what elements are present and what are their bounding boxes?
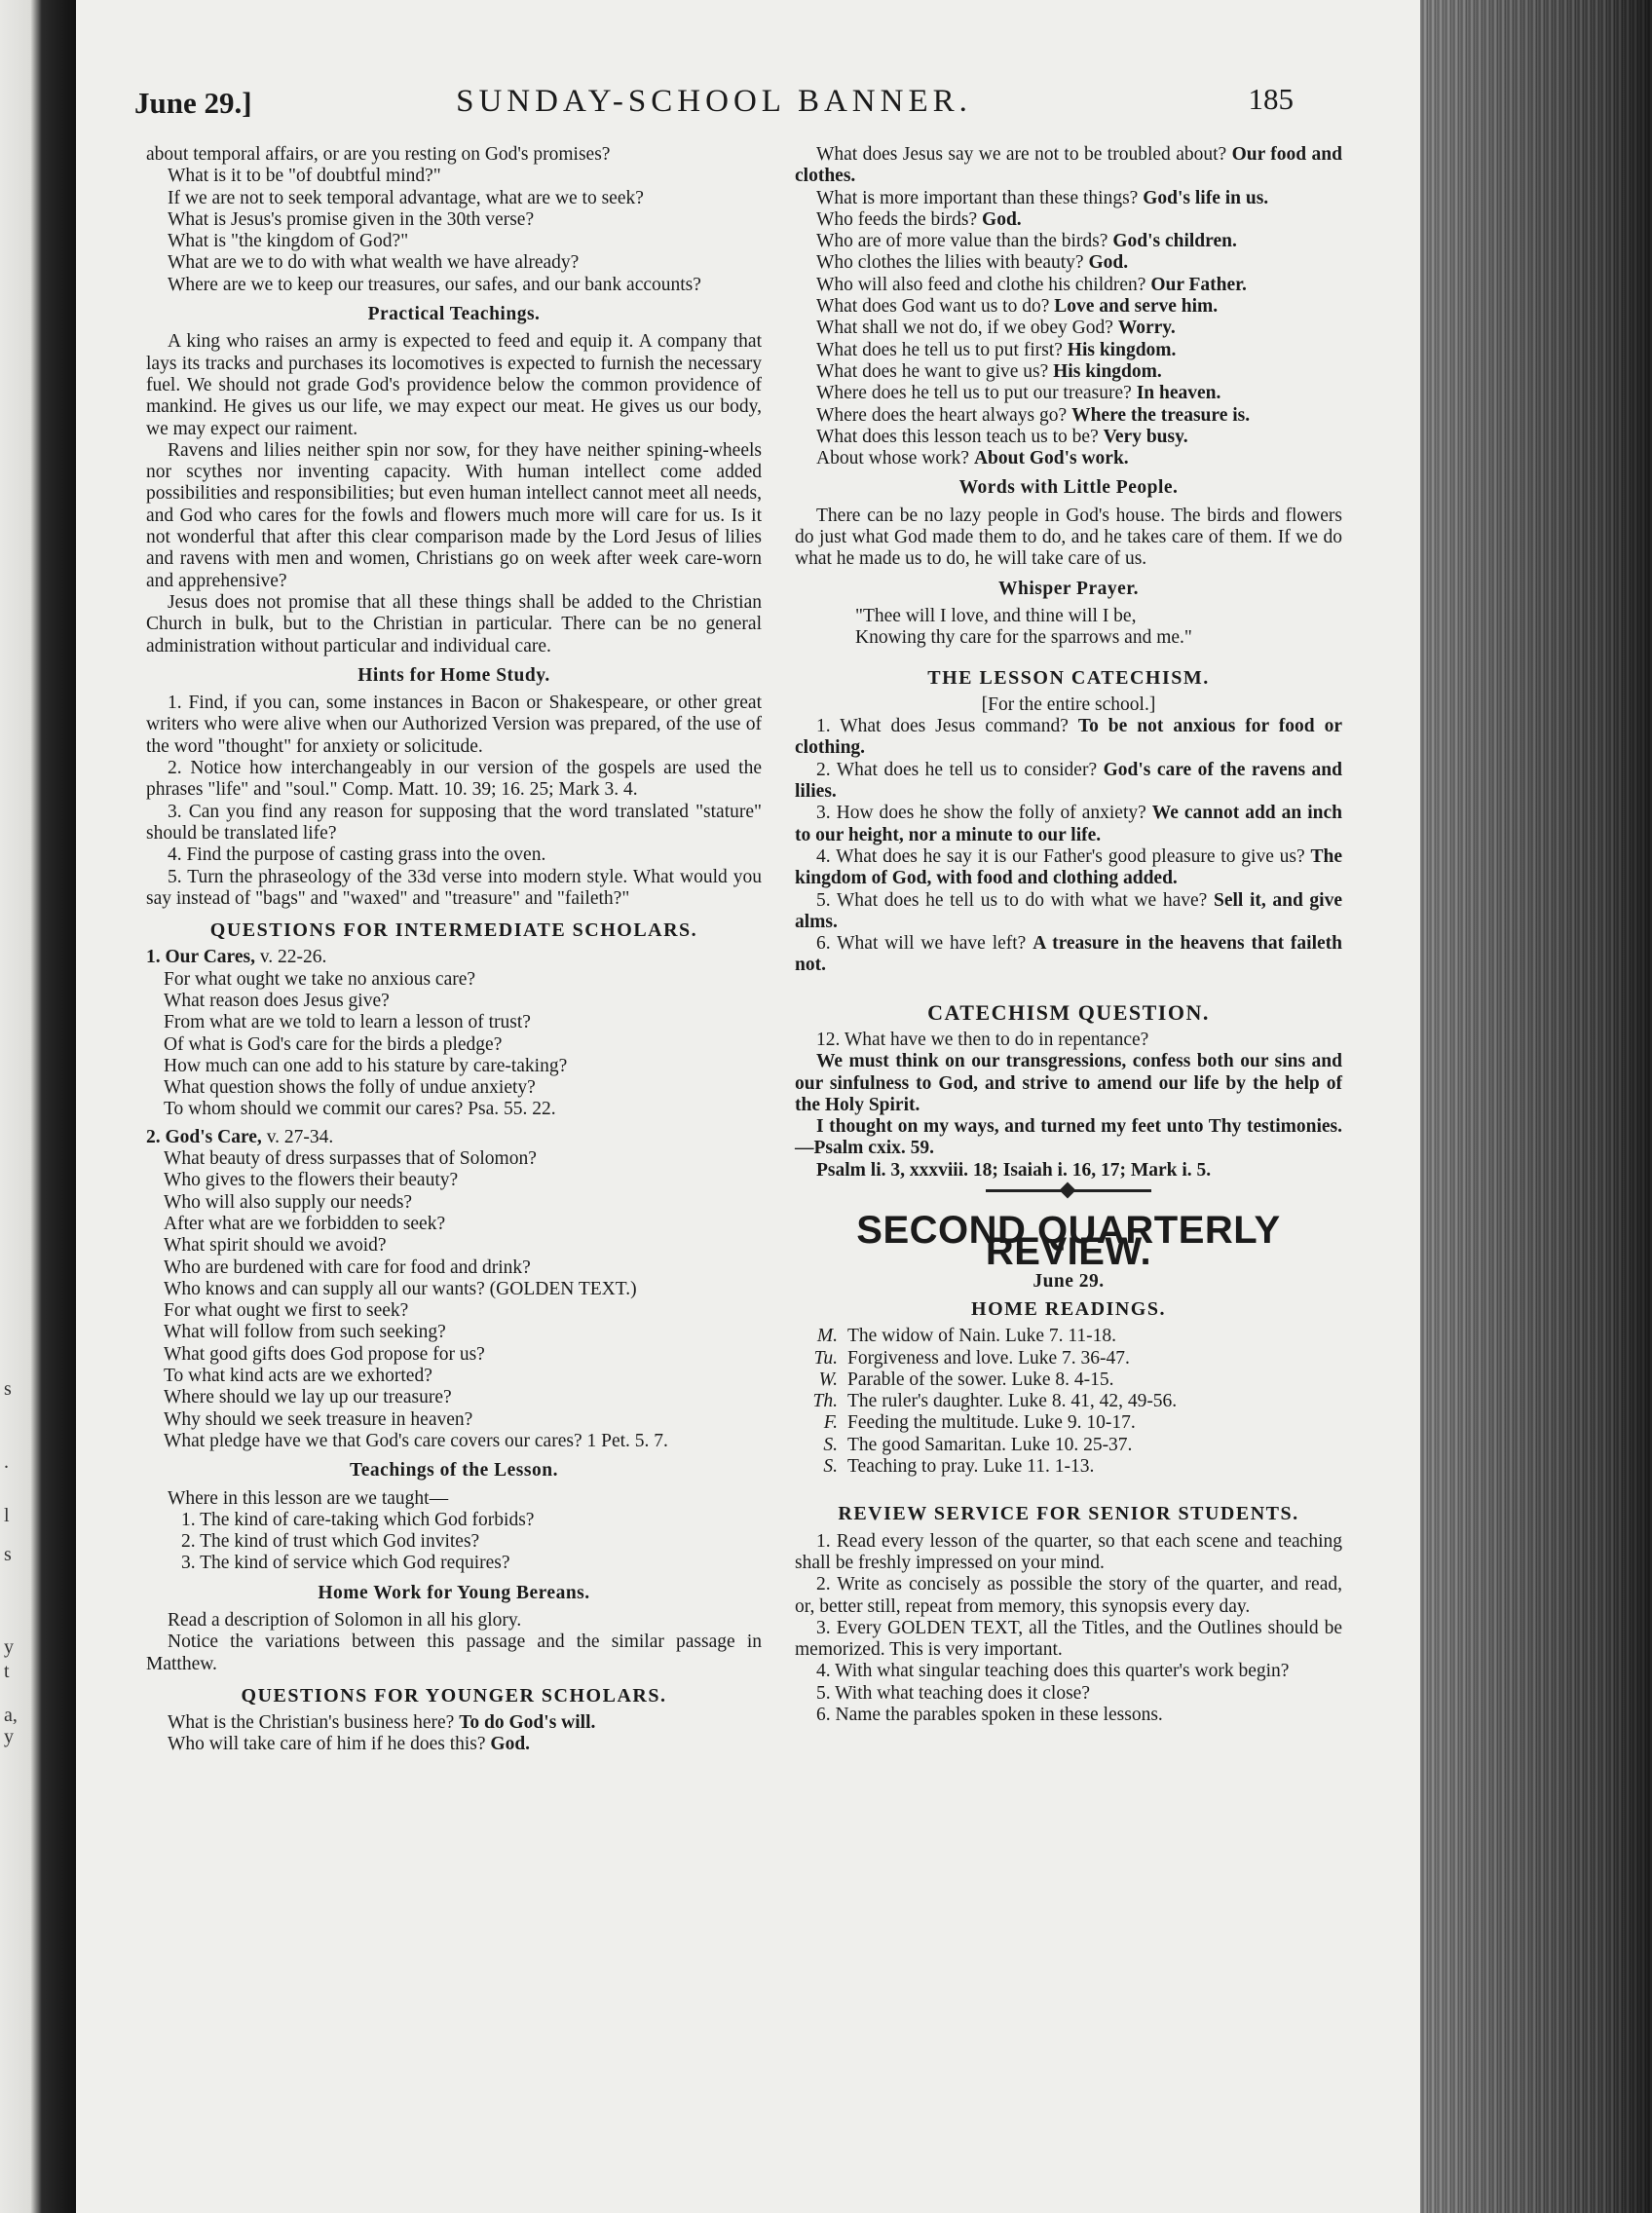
reading-text: Forgiveness and love. Luke 7. 36-47. (847, 1347, 1130, 1369)
qa-answer: God. (982, 208, 1022, 230)
reading-text: The widow of Nain. Luke 7. 11-18. (847, 1326, 1117, 1347)
question: Where should we lay up our treasure? (164, 1387, 452, 1408)
qa-question: Where does he tell us to put our treasure? (816, 383, 1132, 404)
qa-item (795, 340, 1342, 361)
section-heading: Hints for Home Study. (357, 664, 550, 686)
qa-question: Who feeds the birds? (816, 208, 978, 230)
question: Who knows and can supply all our wants? (GOLDEN TEXT.) (164, 1278, 637, 1299)
question: To what kind acts are we exhorted? (164, 1366, 432, 1387)
paragraph: Read a description of Solomon in all his glory. (168, 1610, 522, 1631)
right-column (795, 144, 1342, 1726)
qa-item (795, 209, 1342, 231)
question: Who will also supply our needs? (164, 1191, 413, 1213)
qa-answer: God's life in us. (1143, 187, 1269, 208)
qa-answer: We cannot add an inch to our height, nor a minute to our life. (795, 803, 1343, 845)
section-heading: HOME READINGS. (971, 1297, 1166, 1320)
review-title: SECOND QUARTERLY REVIEW. (856, 1209, 1281, 1274)
question: What good gifts does God propose for us? (164, 1343, 485, 1365)
qa-answer: Worry. (1117, 318, 1176, 339)
qa-question: What shall we not do, if we obey God? (816, 318, 1113, 339)
question: What is "the kingdom of God?" (168, 231, 409, 252)
question: For what ought we take no anxious care? (164, 968, 476, 990)
list-item (805, 1412, 1342, 1434)
qa-answer: His kingdom. (1053, 360, 1162, 382)
reading-day: Th. (812, 1391, 838, 1412)
margin-fragment: y (4, 1726, 14, 1747)
margin-fragment: s (4, 1544, 12, 1565)
qa-answer: About God's work. (973, 448, 1129, 469)
qa-question: Where does the heart always go? (816, 404, 1068, 426)
qa-question: Who will take care of him if he does this? (168, 1734, 486, 1755)
question: Who are burdened with care for food and drink? (164, 1257, 531, 1278)
list-item (805, 1435, 1342, 1456)
qa-answer: God's children. (1112, 231, 1237, 252)
list-item (805, 1456, 1342, 1478)
qa-item (795, 231, 1342, 252)
list-item (805, 1348, 1342, 1369)
review-date: June 29. (1032, 1270, 1105, 1292)
list-item: 6. Name the parables spoken in these lessons. (816, 1705, 1163, 1725)
hint-item: 3. Can you find any reason for supposing that the word translated "stature" should be translated life? (146, 801, 762, 844)
margin-fragment: a, (4, 1705, 18, 1726)
subsection-ref: v. 27-34. (261, 1126, 334, 1147)
reading-text: Feeding the multitude. Luke 9. 10-17. (847, 1412, 1136, 1434)
qa-question: 4. What does he say it is our Father's good pleasure to give us? (816, 845, 1305, 867)
qa-answer: Love and serve him. (1054, 296, 1219, 318)
list-item: 1. The kind of care-taking which God forbids? (181, 1509, 535, 1530)
qa-question: What is more important than these things? (816, 187, 1139, 208)
reading-day: M. (816, 1326, 838, 1347)
list-item: 4. With what singular teaching does this quarter's work begin? (816, 1661, 1290, 1682)
qa-item (795, 405, 1342, 427)
question: To whom should we commit our cares? Psa. 55. 22. (164, 1099, 556, 1120)
paragraph: Ravens and lilies neither spin nor sow, for they have neither spining-wheels nor scythes nor inventing capacity. With human intellect come added possibilities and responsibilities; but even human intellect cannot meet all needs, and God who cares for the fowls and flowers much more will care for us. Is it not wonderful that after this clear comparison made by the Lord Jesus of lilies and ravens with men and women, Christians go on week after week care-worn and apprehensive? (146, 439, 762, 591)
header-date: June 29.] (134, 86, 252, 120)
section-heading: QUESTIONS FOR YOUNGER SCHOLARS. (241, 1684, 667, 1707)
page (76, 0, 1420, 2213)
qa-question: What does he want to give us? (816, 360, 1049, 382)
qa-answer: God. (490, 1734, 531, 1755)
qa-answer: In heaven. (1136, 383, 1221, 404)
question: What will follow from such seeking? (164, 1322, 446, 1343)
scripture-refs: Psalm li. 3, xxxviii. 18; Isaiah i. 16, 17; Mark i. 5. (816, 1159, 1212, 1181)
section-heading: REVIEW SERVICE FOR SENIOR STUDENTS. (838, 1503, 1299, 1525)
paragraph: Jesus does not promise that all these things shall be added to the Christian Church in bulk, but to the Christian in particular. There can be no general administration without particular and individual care. (146, 591, 762, 656)
page-number: 185 (1248, 82, 1294, 116)
question: What pledge have we that God's care covers our cares? 1 Pet. 5. 7. (164, 1430, 668, 1451)
list-item (805, 1391, 1342, 1412)
question: Why should we seek treasure in heaven? (164, 1408, 473, 1430)
qa-question: Who are of more value than the birds? (816, 231, 1108, 252)
qa-answer: To do God's will. (459, 1712, 596, 1734)
reading-text: The good Samaritan. Luke 10. 25-37. (847, 1434, 1133, 1455)
qa-item (146, 1712, 762, 1734)
list-item: 3. The kind of service which God requires? (181, 1553, 510, 1574)
question: Of what is God's care for the birds a pledge? (164, 1033, 503, 1055)
paragraph: A king who raises an army is expected to feed and equip it. A company that lays its tracks and purchases its locomotives is expected to furnish the necessary fuel. We should not grade God's providence below the common providence of mankind. He gives us our life, we may expect our meat. He gives us our body, we may expect our raiment. (146, 331, 762, 439)
subsection-ref: v. 22-26. (254, 947, 327, 968)
qa-item (795, 144, 1342, 188)
qa-item (795, 188, 1342, 209)
reading-day: Tu. (813, 1347, 838, 1369)
qa-question: What does God want us to do? (816, 296, 1050, 318)
qa-question: 2. What does he tell us to consider? (816, 759, 1098, 780)
qa-answer: A treasure in the heavens that faileth not. (795, 933, 1342, 976)
section-heading: Home Work for Young Bereans. (318, 1582, 590, 1603)
hint-item: 4. Find the purpose of casting grass into the oven. (168, 844, 546, 866)
qa-answer: To be not anxious for food or clothing. (795, 716, 1343, 759)
reading-text: Parable of the sower. Luke 8. 4-15. (847, 1369, 1114, 1390)
qa-item (795, 846, 1342, 890)
paragraph: about temporal affairs, or are you resting on God's promises? (146, 144, 611, 165)
home-readings-list (795, 1326, 1342, 1478)
question: 12. What have we then to do in repentance? (816, 1029, 1149, 1050)
list-item (805, 1369, 1342, 1391)
qa-item (795, 383, 1342, 404)
margin-fragment: . (4, 1451, 9, 1473)
list-item: 2. The kind of trust which God invites? (181, 1531, 480, 1553)
hint-item: 5. Turn the phraseology of the 33d verse into modern style. What would you say instead of "bags" and "waxed" and "treasure" and "faileth?" (146, 866, 762, 909)
qa-question: What does he tell us to put first? (816, 339, 1063, 360)
list-item: 3. Every GOLDEN TEXT, all the Titles, and the Outlines should be memorized. This is very important. (795, 1617, 1342, 1661)
question: What beauty of dress surpasses that of Solomon? (164, 1148, 537, 1170)
reading-text: Teaching to pray. Luke 11. 1-13. (847, 1456, 1095, 1478)
paragraph: There can be no lazy people in God's house. The birds and flowers do just what God made them to do, and he takes care of them. If we do what he made us to do, he will take care of us. (795, 505, 1342, 570)
scripture: I thought on my ways, and turned my feet unto Thy testimonies.—Psalm cxix. 59. (795, 1116, 1342, 1159)
qa-answer: God. (1088, 252, 1129, 274)
qa-answer: His kingdom. (1067, 339, 1177, 360)
question: What are we to do with what wealth we have already? (168, 252, 580, 274)
reading-day: S. (823, 1434, 838, 1455)
hint-item: 2. Notice how interchangeably in our version of the gospels are used the phrases "life" and "soul." Comp. Matt. 10. 39; 16. 25; Mark 3. 4. (146, 758, 762, 801)
question: From what are we told to learn a lesson of trust? (164, 1012, 531, 1033)
question: Who gives to the flowers their beauty? (164, 1170, 459, 1191)
margin-fragment: t (4, 1661, 10, 1682)
catechism-note: [For the entire school.] (981, 694, 1156, 715)
qa-answer: Our Father. (1150, 274, 1247, 295)
qa-question: About whose work? (816, 448, 970, 469)
qa-answer: God's care of the ravens and lilies. (795, 759, 1342, 803)
qa-question: What does Jesus say we are not to be troubled about? (816, 144, 1227, 165)
prayer-line: "Thee will I love, and thine will I be, (855, 605, 1137, 626)
qa-item (795, 716, 1342, 760)
qa-answer: The kingdom of God, with food and clothing added. (795, 845, 1342, 889)
reading-day: S. (823, 1456, 838, 1478)
reading-day: F. (823, 1412, 838, 1434)
section-heading: CATECHISM QUESTION. (927, 999, 1210, 1025)
qa-answer: Very busy. (1103, 426, 1188, 447)
qa-item (146, 1734, 762, 1755)
reading-text: The ruler's daughter. Luke 8. 41, 42, 49-56. (847, 1391, 1178, 1412)
qa-question: 1. What does Jesus command? (816, 716, 1069, 737)
ornamental-rule (986, 1189, 1151, 1192)
qa-item (795, 933, 1342, 977)
question: How much can one add to his stature by care-taking? (164, 1055, 568, 1076)
question: What reason does Jesus give? (164, 990, 390, 1011)
list-item: 2. Write as concisely as possible the story of the quarter, and read, or, better still, repeat from memory, this synopsis every day. (795, 1574, 1342, 1617)
question: What spirit should we avoid? (164, 1235, 387, 1257)
margin-fragment: l (4, 1505, 10, 1526)
qa-answer: Our food and clothes. (795, 144, 1342, 187)
qa-question: 6. What will we have left? (816, 933, 1027, 955)
qa-question: Who clothes the lilies with beauty? (816, 252, 1084, 274)
running-header (134, 80, 1294, 129)
qa-answer: Where the treasure is. (1071, 404, 1251, 426)
list-item: 1. Read every lesson of the quarter, so that each scene and teaching shall be freshly impressed on your mind. (795, 1530, 1342, 1573)
question: Where are we to keep our treasures, our safes, and our bank accounts? (168, 274, 701, 295)
facing-page-edge (0, 0, 76, 2213)
qa-item (795, 296, 1342, 318)
subsection-heading (146, 947, 762, 968)
question: After what are we forbidden to seek? (164, 1213, 446, 1234)
qa-item (795, 448, 1342, 469)
qa-question: What is the Christian's business here? (168, 1712, 455, 1734)
section-heading: Practical Teachings. (367, 304, 541, 325)
section-heading: Whisper Prayer. (998, 578, 1139, 599)
subsection-title: 2. God's Care, (146, 1126, 262, 1147)
question: What is Jesus's promise given in the 30th verse? (168, 208, 535, 230)
answer: We must think on our transgressions, confess both our sins and our sinfulness to God, and strive to amend our life by the help of the Holy Spirit. (795, 1051, 1342, 1115)
margin-fragment: y (4, 1636, 14, 1658)
qa-item (795, 803, 1342, 846)
qa-item (795, 252, 1342, 274)
section-heading: THE LESSON CATECHISM. (927, 666, 1210, 689)
hint-item: 1. Find, if you can, some instances in Bacon or Shakespeare, or other great writers who were alive when our Authorized Version was prepared, of the use of the word "thought" for anxiety or solicitude. (146, 693, 762, 757)
qa-question: Who will also feed and clothe his children? (816, 274, 1146, 295)
qa-answer: Sell it, and give alms. (795, 889, 1343, 932)
paragraph: Notice the variations between this passage and the similar passage in Matthew. (146, 1632, 762, 1674)
qa-question: What does this lesson teach us to be? (816, 426, 1099, 447)
list-item: 5. With what teaching does it close? (816, 1682, 1090, 1704)
question: What is it to be "of doubtful mind?" (168, 166, 441, 187)
qa-question: 3. How does he show the folly of anxiety? (816, 803, 1146, 824)
subsection-heading (146, 1127, 762, 1148)
qa-question: 5. What does he tell us to do with what we have? (816, 889, 1208, 911)
qa-item (795, 275, 1342, 296)
left-column (146, 144, 762, 1756)
question: For what ought we first to seek? (164, 1300, 409, 1322)
prayer-line: Knowing thy care for the sparrows and me." (855, 627, 1192, 649)
book-page-edges (1420, 0, 1652, 2213)
section-heading: Words with Little People. (958, 477, 1179, 499)
qa-item (795, 760, 1342, 804)
subsection-title: 1. Our Cares, (146, 947, 255, 968)
qa-item (795, 361, 1342, 383)
reading-day: W. (818, 1369, 838, 1390)
section-heading: QUESTIONS FOR INTERMEDIATE SCHOLARS. (209, 919, 698, 942)
question: What question shows the folly of undue anxiety? (164, 1077, 536, 1099)
qa-item (795, 427, 1342, 448)
section-heading: Teachings of the Lesson. (350, 1460, 558, 1482)
list-item (805, 1326, 1342, 1347)
qa-item (795, 318, 1342, 339)
header-title: SUNDAY-SCHOOL BANNER. (456, 84, 972, 119)
margin-fragment: s (4, 1378, 12, 1400)
question: If we are not to seek temporal advantage, what are we to seek? (168, 187, 644, 208)
paragraph: Where in this lesson are we taught— (168, 1487, 449, 1509)
qa-item (795, 890, 1342, 934)
